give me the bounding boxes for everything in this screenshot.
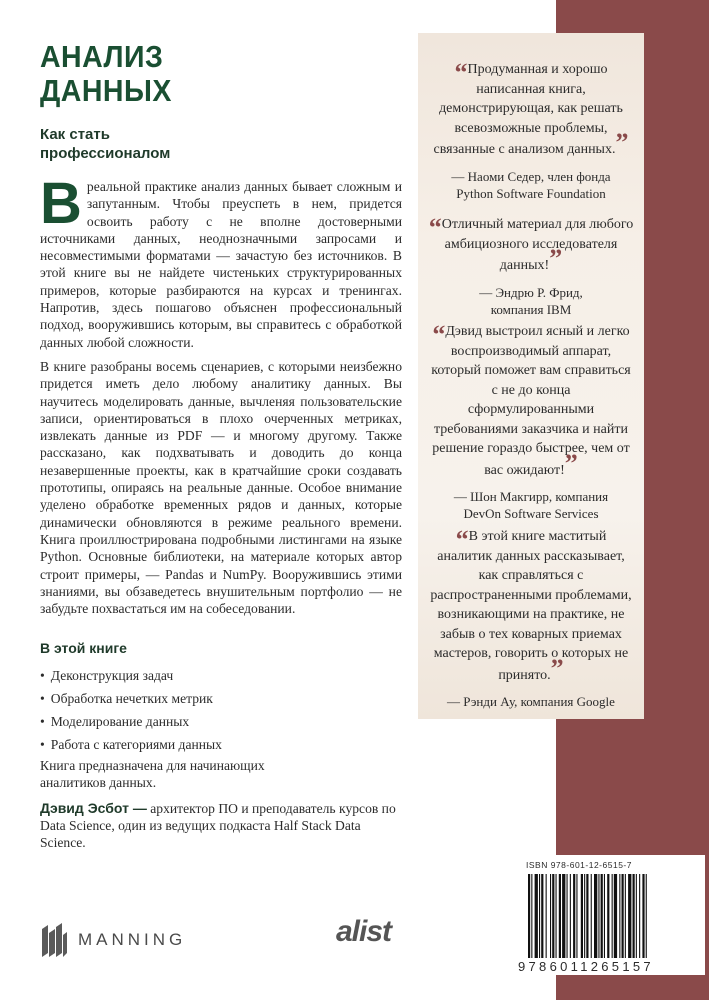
description <box>40 171 402 624</box>
barcode-bar <box>535 874 538 958</box>
title-line-1: АНАЛИЗ <box>40 39 164 74</box>
barcode-bar <box>539 874 540 958</box>
publisher-name: MANNING <box>78 930 187 949</box>
quote-text: “Продуманная и хорошо написанная книга, демонстрирующая, как решать всевозможные проблемы, связанные с анализом данных.” <box>433 58 629 157</box>
barcode-bar <box>581 874 583 958</box>
open-quote-icon: “ <box>455 525 469 554</box>
barcode-bar <box>550 874 551 958</box>
barcode-bar <box>567 874 568 958</box>
quote-attribution: — Шон Макгирр, компания DevOn Software Services <box>453 489 609 521</box>
book-title <box>40 40 261 108</box>
barcode-bar <box>614 874 617 958</box>
barcode-bar <box>552 874 554 958</box>
close-quote-icon: ” <box>550 653 564 683</box>
barcode-bar <box>628 874 631 958</box>
open-quote-icon: “ <box>432 320 446 349</box>
barcode-bar <box>531 874 532 958</box>
barcode-bar <box>586 874 588 958</box>
barcode-bar <box>570 874 571 958</box>
open-quote-icon: “ <box>428 213 442 242</box>
open-quote-icon: “ <box>454 58 468 87</box>
quote-text: “Отличный материал для любого амбициозного исследователя данных!” <box>428 213 634 273</box>
barcode-digits: 9786011265157 <box>518 959 654 974</box>
barcode-bar <box>646 874 647 958</box>
barcode-bar <box>622 874 624 958</box>
barcode-bar <box>601 874 603 958</box>
drop-cap: В <box>40 171 82 236</box>
in-book-list <box>40 664 340 756</box>
review-quote <box>428 215 634 318</box>
in-book-heading: В этой книге <box>40 640 127 656</box>
barcode-bar <box>559 874 561 958</box>
barcode-bar <box>612 874 613 958</box>
title-line-2: ДАННЫХ <box>40 73 172 108</box>
publisher-logo <box>40 920 186 960</box>
audience-note: Книга предназначена для начинающих аналитиков данных. <box>40 758 265 790</box>
barcode-bar <box>604 874 605 958</box>
quote-attribution: — Наоми Седер, член фонда Python Software Foundation <box>451 168 611 201</box>
barcode-bar <box>607 874 609 958</box>
barcode-bar <box>642 874 644 958</box>
barcode-bar <box>639 874 640 958</box>
barcode-bar <box>576 874 577 958</box>
barcode-bar <box>584 874 585 958</box>
in-book-item: • Деконструкция задач <box>40 664 340 687</box>
barcode-bar <box>546 874 547 958</box>
author-bio <box>40 800 402 851</box>
barcode-bar <box>541 874 543 958</box>
barcode-bar <box>556 874 557 958</box>
barcode-bar <box>562 874 565 958</box>
author-name: Дэвид Эсбот — <box>40 800 147 816</box>
in-book-item: • Моделирование данных <box>40 710 340 733</box>
review-quote <box>428 527 634 710</box>
review-quote <box>428 60 634 202</box>
close-quote-icon: ” <box>615 128 629 157</box>
barcode-bar <box>625 874 626 958</box>
subtitle-line-2: профессионалом <box>40 145 171 162</box>
barcode-bar <box>573 874 575 958</box>
quote-attribution: — Рэнди Ау, компания Google <box>447 694 615 709</box>
review-quote <box>428 322 634 522</box>
close-quote-icon: ” <box>564 448 578 478</box>
in-book-item: • Работа с категориями данных <box>40 733 340 756</box>
barcode-bar <box>591 874 592 958</box>
barcode-icon <box>526 874 702 958</box>
close-quote-icon: ” <box>549 244 563 273</box>
description-paragraph-1 <box>40 171 402 351</box>
author-bio-text: архитектор ПО и преподаватель курсов по Data Science, один из ведущих подкаста Half Stack Data Science. <box>40 801 396 850</box>
quote-attribution: — Эндрю Р. Фрид, компания IBM <box>479 284 583 317</box>
barcode-bar <box>619 874 620 958</box>
imprint-logo: alist <box>336 915 392 948</box>
barcode-bar <box>528 874 530 958</box>
barcode-bar <box>594 874 597 958</box>
in-book-item: • Обработка нечетких метрик <box>40 687 340 710</box>
paragraph-1-text: реальной практике анализ данных бывает сложным и запутанным. Чтобы преуспеть в нем, придется освоить работу с не вполне достоверными источниками данных, неоднозначными запросами и несовместимыми форматами — зачастую без источников. В этой книге вы не найдете чистеньких структурированных примеров, которые разбираются на курсах и тренингах. Напротив, здесь пошагово объяснен профессиональный подход, вооружившись которым, вы справитесь с обработкой данных любой сложности. <box>40 179 402 350</box>
subtitle-line-1: Как стать <box>40 126 110 143</box>
quote-text: “Дэвид выстроил ясный и легко воспроизводимый аппарат, который поможет вам справиться с не до конца сформулированными требованиями заказчика и найти решение гораздо быстрее, чем от вас ожидают!” <box>431 320 631 478</box>
isbn-label: ISBN 978-601-12-6515-7 <box>526 860 632 870</box>
manning-logo-icon <box>40 923 68 957</box>
barcode-bar <box>633 874 635 958</box>
barcode-bar <box>636 874 637 958</box>
description-paragraph-2: В книге разобраны восемь сценариев, с которыми неизбежно придется иметь дело любому аналитику данных. Вы научитесь моделировать данные, вычленяя пользовательские записи, ориентироваться в плохо очерченных метриках, извлекать данные из PDF — и многому другому. Также рассказано, как подхватывать и доводить до конца незавершенные проекты, как в кратчайшие сроки создавать прототипы, опираясь на реальные данные. Особое внимание уделено обработке временных рядов и данных, которые динамически обновляются в режиме реального времени. Книга проиллюстрирована подробными листингами на языке Python. Основные библиотеки, на материале которых автор строит примеры, — Pandas и NumPy. Вооружившись этими знаниями, вы обзаведетесь внушительным портфолио — не забудьте похвастаться им на собеседовании. <box>40 358 402 617</box>
book-subtitle <box>40 125 240 163</box>
quote-text: “В этой книге маститый аналитик данных рассказывает, как справляться с распространенными проблемами, возникающими на практике, не забыв о тех коварных приемах мастеров, говорить о которых не принято.” <box>430 525 632 683</box>
barcode-bar <box>598 874 599 958</box>
